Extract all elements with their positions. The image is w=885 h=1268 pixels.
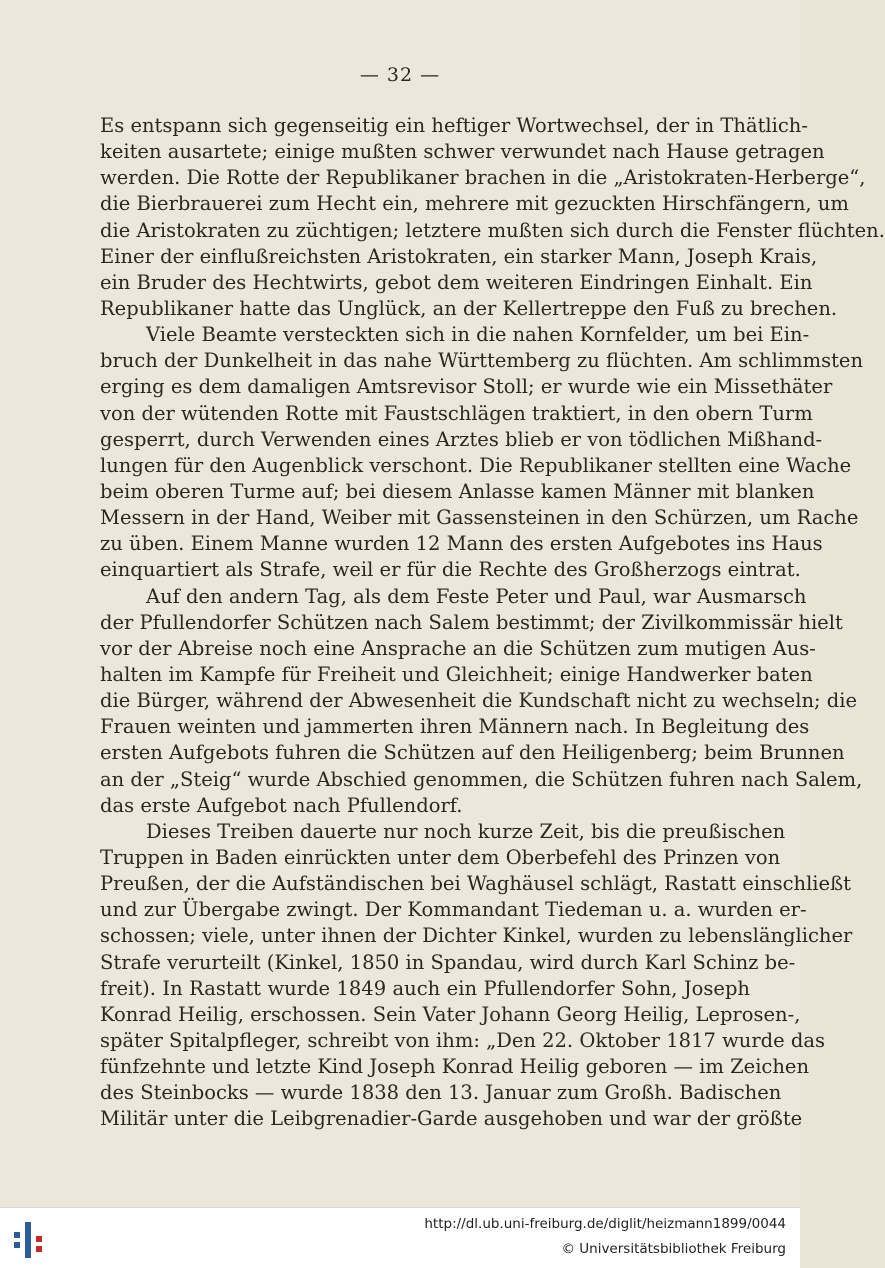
library-logo-icon (10, 1220, 50, 1260)
text-line: von der wütenden Rotte mit Faustschlägen traktiert, in den obern Turm (100, 401, 813, 425)
text-line: Frauen weinten und jammerten ihren Männern nach. In Begleitung des (100, 715, 810, 739)
text-line: Republikaner hatte das Unglück, an der Kellertreppe den Fuß zu brechen. (100, 296, 838, 320)
text-line: Truppen in Baden einrückten unter dem Oberbefehl des Prinzen von (100, 845, 781, 869)
text-line: und zur Übergabe zwingt. Der Kommandant Tiedeman u. a. wurden er- (100, 898, 807, 922)
text-line: bruch der Dunkelheit in das nahe Württemberg zu flüchten. Am schlimmsten (100, 349, 864, 373)
text-line: Es entspann sich gegenseitig ein heftiger Wortwechsel, der in Thätlich- (100, 114, 808, 137)
text-line: Auf den andern Tag, als dem Feste Peter und Paul, war Ausmarsch (146, 584, 807, 608)
text-line: keiten ausartete; einige mußten schwer verwundet nach Hause getragen (100, 140, 825, 164)
text-line: ersten Aufgebots fuhren die Schützen auf den Heiligenberg; beim Brunnen (100, 741, 845, 765)
text-line: lungen für den Augenblick verschont. Die Republikaner stellten eine Wache (100, 453, 852, 477)
text-line: die Aristokraten zu züchtigen; letztere mußten sich durch die Fenster flüchten. (100, 218, 885, 242)
text-line: zu üben. Einem Manne wurden 12 Mann des ersten Aufgebotes ins Haus (100, 532, 823, 556)
text-line: Strafe verurteilt (Kinkel, 1850 in Spandau, wird durch Karl Schinz be- (100, 950, 796, 974)
text-line: gesperrt, durch Verwenden eines Arztes blieb er von tödlichen Mißhand- (100, 427, 823, 451)
text-line: des Steinbocks — wurde 1838 den 13. Januar zum Großh. Badischen (100, 1081, 782, 1105)
text-line: ein Bruder des Hechtwirts, gebot dem weiteren Eindringen Einhalt. Ein (100, 270, 813, 294)
text-line: freit). In Rastatt wurde 1849 auch ein Pfullendorfer Sohn, Joseph (100, 976, 750, 1000)
viewer-footer (0, 1207, 800, 1268)
text-line: einquartiert als Strafe, weil er für die Rechte des Großherzogs eintrat. (100, 558, 801, 582)
text-line: Preußen, der die Aufständischen bei Waghäusel schlägt, Rastatt einschließt (100, 872, 851, 896)
text-line: Militär unter die Leibgrenadier-Garde ausgehoben und war der größte (100, 1107, 803, 1131)
text-line: die Bürger, während der Abwesenheit die Kundschaft nicht zu wechseln; die (100, 689, 858, 713)
text-line: vor der Abreise noch eine Ansprache an die Schützen zum mutigen Aus- (100, 636, 816, 660)
text-line: der Pfullendorfer Schützen nach Salem bestimmt; der Zivilkommissär hielt (100, 610, 843, 634)
text-line: später Spitalpfleger, schreibt von ihm: „Den 22. Oktober 1817 wurde das (100, 1028, 825, 1052)
text-line: Dieses Treiben dauerte nur noch kurze Zeit, bis die preußischen (146, 819, 786, 843)
text-line: das erste Aufgebot nach Pfullendorf. (100, 793, 463, 817)
body-text (100, 113, 885, 1132)
text-line: beim oberen Turme auf; bei diesem Anlasse kamen Männer mit blanken (100, 479, 815, 503)
text-line: Konrad Heilig, erschossen. Sein Vater Johann Georg Heilig, Leprosen-, (100, 1002, 801, 1026)
text-line: erging es dem damaligen Amtsrevisor Stoll; er wurde wie ein Missethäter (100, 375, 833, 399)
text-line: Einer der einflußreichsten Aristokraten, ein starker Mann, Joseph Krais, (100, 244, 818, 268)
copyright-text: © Universitätsbibliothek Freiburg (561, 1241, 786, 1257)
text-line: werden. Die Rotte der Republikaner brachen in die „Aristokraten-Herberge“, (100, 166, 866, 190)
page-number: — 32 — (359, 64, 441, 86)
text-line: die Bierbrauerei zum Hecht ein, mehrere mit gezuckten Hirschfängern, um (100, 192, 849, 216)
text-line: schossen; viele, unter ihnen der Dichter Kinkel, wurden zu lebenslänglicher (100, 924, 853, 948)
text-line: fünfzehnte und letzte Kind Joseph Konrad Heilig geboren — im Zeichen (100, 1055, 810, 1079)
text-line: Viele Beamte versteckten sich in die nahen Kornfelder, um bei Ein- (146, 323, 810, 347)
source-url-link[interactable]: http://dl.ub.uni-freiburg.de/diglit/heizmann1899/0044 (424, 1216, 786, 1232)
text-line: Messern in der Hand, Weiber mit Gassensteinen in den Schürzen, um Rache (100, 506, 859, 530)
text-line: an der „Steig“ wurde Abschied genommen, die Schützen fuhren nach Salem, (100, 767, 863, 791)
text-line: halten im Kampfe für Freiheit und Gleichheit; einige Handwerker baten (100, 662, 813, 686)
